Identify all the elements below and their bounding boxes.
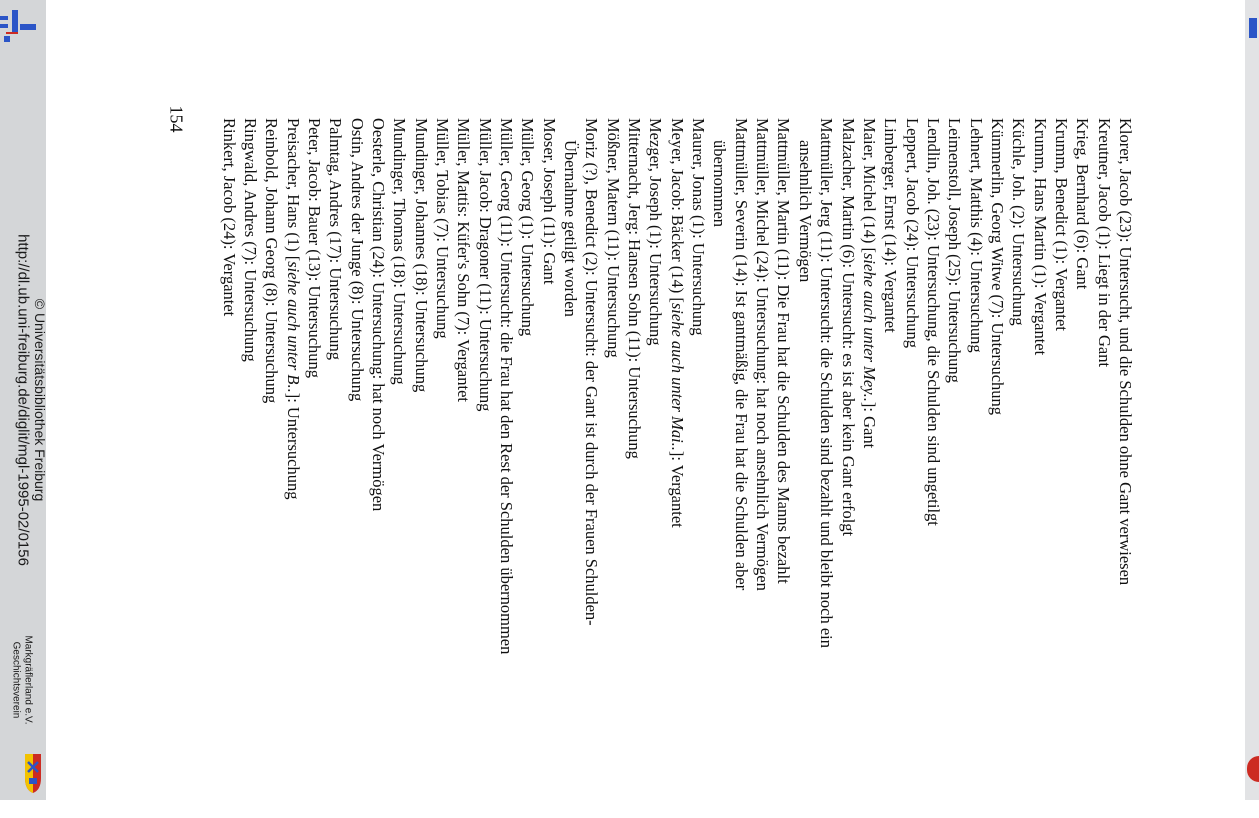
list-item: Lendlin, Joh. (23): Untersuchung, die Schulden sind ungetilgt — [923, 118, 943, 526]
list-item: Klorer, Jacob (23): Untersucht, und die Schulden ohne Gant verwiesen — [1116, 118, 1135, 586]
list-item: Kreutner, Jacob (1): Liegt in der Gant — [1094, 118, 1114, 368]
viewer-marker-icon — [1249, 18, 1257, 38]
list-item: Leppert, Jacob (24): Untersuchung — [902, 118, 922, 349]
document-url[interactable]: http://dl.ub.uni-freiburg.de/diglit/mgl-1995-02/0156 — [14, 234, 32, 566]
list-item: Peter, Jacob: Bauer (13): Untersuchung — [304, 118, 324, 379]
entry-cross-reference: siehe auch unter Mey.. — [859, 252, 879, 402]
list-item: Moser, Joseph (11): Gant — [539, 118, 559, 285]
list-item: Krieg, Bernhard (6): Gant — [1073, 118, 1093, 290]
list-item: Mößner, Matern (11): Untersuchung — [603, 118, 623, 358]
list-item: Mitternacht, Jerg: Hansen Sohn (11): Untersuchung — [625, 118, 645, 459]
list-item: Krumm, Hans Martin (1): Vergantet — [1030, 118, 1050, 356]
entry-text: ]: Untersuchung — [283, 392, 303, 500]
list-item: Reinbold, Johann Georg (8): Untersuchung — [262, 118, 282, 404]
entry-text: Preisacher, Hans (1) [ — [283, 118, 303, 262]
list-item: Mundinger, Thomas (18): Untersuchung — [390, 118, 410, 385]
entry-text: Meyer, Jacob: Bäcker (14) [ — [667, 118, 687, 303]
list-item: Mattmüller, Michel (24): Untersuchung: hat noch ansehnlich Vermögen — [753, 118, 773, 591]
entry-text: ]: Vergantet — [667, 450, 687, 528]
coat-of-arms-icon — [24, 752, 42, 794]
list-item: Krumm, Benedict (1): Vergantet — [1051, 118, 1071, 331]
viewer-right-edge — [1245, 0, 1259, 800]
copyright-notice: © Universitätsbibliothek Freiburg — [32, 298, 48, 502]
list-item: Ringwald, Andres (7): Untersuchung — [240, 118, 260, 362]
list-item: Müller, Jacob: Dragoner (11): Untersuchung — [475, 118, 495, 412]
list-item: Mundinger, Johannes (18): Untersuchung — [411, 118, 431, 393]
list-item: Mattmüller, Jerg (11): Untersucht: die Schulden sind bezahlt und bleibt noch ein — [817, 118, 837, 648]
list-item: Limberger, Ernst (14): Vergantet — [881, 118, 901, 333]
list-item: Malzacher, Martin (6): Untersucht: es ist aber kein Gant erfolgt — [838, 118, 858, 537]
list-item-continuation: übernommen — [710, 140, 730, 228]
list-item — [282, 118, 303, 818]
entry-text: Maier, Michel (14) [ — [859, 118, 879, 253]
list-item: Lehnert, Matthis (4): Untersuchung — [966, 118, 986, 353]
viewer-sidebar — [0, 0, 46, 800]
society-name: Geschichtsverein — [10, 641, 22, 719]
list-item: Maurer, Jonas (1): Untersuchung — [689, 118, 709, 336]
list-item: Moriz (?), Benedict (2): Untersucht: der Gant ist durch der Frauen Schulden- — [582, 118, 602, 626]
list-item: Mezger, Joseph (1): Untersuchung — [646, 118, 666, 346]
list-item: Rinkert, Jacob (24): Vergantet — [219, 118, 239, 317]
page-number: 154 — [166, 105, 187, 133]
list-item — [666, 118, 687, 818]
library-logo-icon — [0, 10, 46, 58]
entry-cross-reference: siehe auch unter B.. — [283, 261, 303, 393]
society-name-line2: Markgräflerland e.V. — [22, 635, 34, 725]
list-item: Mattmüller, Severin (14): Ist gantmäßig, die Frau hat die Schulden aber — [731, 118, 751, 591]
list-item: Küchle, Joh. (2): Untersuchung — [1009, 118, 1029, 326]
list-item: Müller, Mattis: Küfer's Sohn (7): Vergantet — [454, 118, 474, 402]
list-item: Müller, Tobias (7): Untersuchung — [433, 118, 452, 339]
list-item-continuation: ansehnlich Vermögen — [795, 140, 815, 283]
entry-text: ]: Gant — [859, 401, 879, 449]
list-item: Müller, Georg (11): Untersucht: die Frau hat den Rest der Schulden übernommen — [497, 118, 517, 655]
list-item: Leimenstoll, Joseph (25): Untersuchung — [945, 118, 965, 383]
viewer-emblem-icon — [1247, 756, 1259, 782]
list-item: Müller, Georg (1): Untersuchung — [518, 118, 538, 337]
list-item: Oesterle, Christian (24): Untersuchung: hat noch Vermögen — [368, 118, 388, 512]
list-item-continuation: Übernahme getilgt worden — [561, 140, 581, 317]
list-item: Kümmerlin, Georg Witwe (7): Untersuchung — [987, 118, 1007, 416]
entry-cross-reference: siehe auch unter Mai.. — [667, 302, 687, 451]
document-text — [218, 118, 1136, 818]
list-item — [859, 118, 880, 818]
list-item: Palmtag, Andres (17): Untersuchung — [326, 118, 346, 360]
list-item: Mattmüller, Martin (11): Die Frau hat die Schulden des Manns bezahlt — [774, 118, 794, 584]
list-item: Ostin, Andres der Junge (8): Untersuchung — [347, 118, 367, 402]
